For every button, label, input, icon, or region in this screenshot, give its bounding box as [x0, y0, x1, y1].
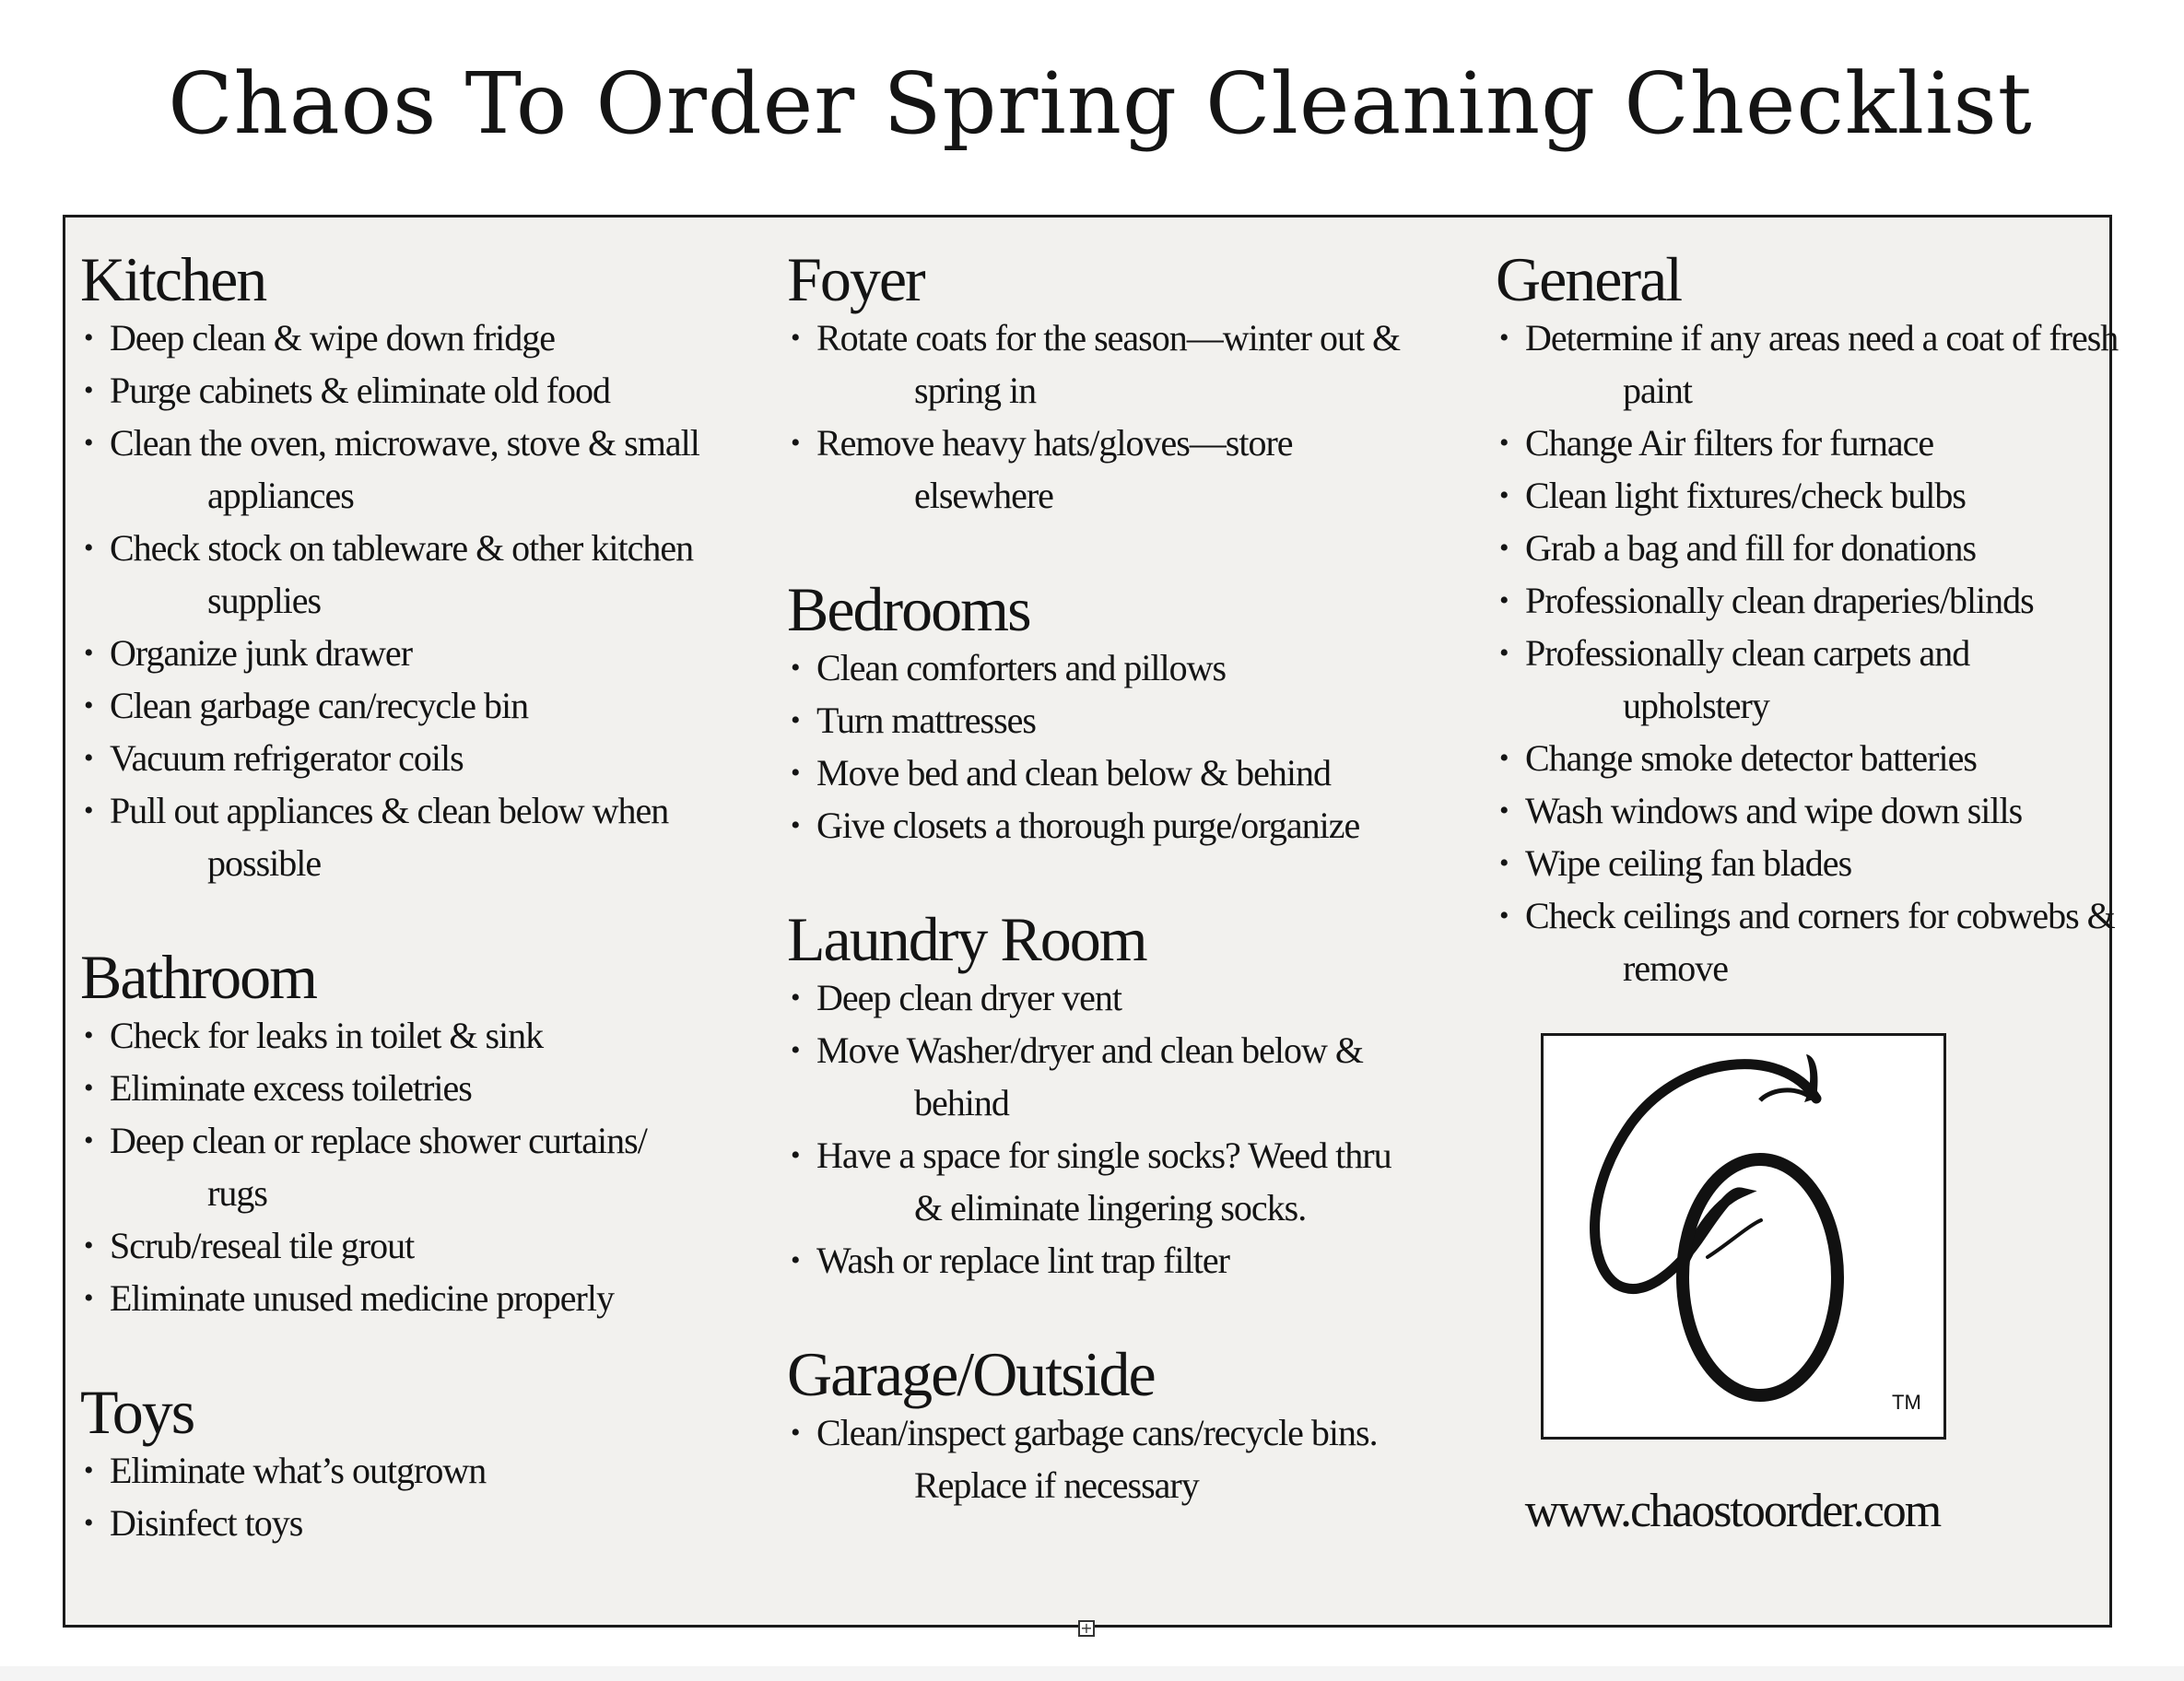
- checklist-item-text-continued: elsewhere: [914, 475, 1053, 516]
- website-url[interactable]: www.chaostoorder.com: [1524, 1485, 1941, 1537]
- bullet-icon: •: [1499, 638, 1509, 668]
- bullet-icon: •: [84, 1455, 93, 1486]
- checklist-item-text: Remove heavy hats/gloves—store: [816, 422, 1293, 464]
- checklist-item: [80, 627, 762, 679]
- bullet-icon: •: [1499, 585, 1509, 616]
- checklist-item-text: Deep clean & wipe down fridge: [110, 317, 556, 359]
- section-heading: Bedrooms: [787, 574, 1030, 644]
- checklist: [1496, 312, 2159, 994]
- section-heading: Foyer: [787, 244, 924, 314]
- checklist-item: [80, 679, 762, 732]
- checklist-item: [80, 1114, 762, 1219]
- checklist-item-text-continued: behind: [914, 1082, 1009, 1123]
- checklist-item: [787, 312, 1469, 417]
- checklist-item-text-continued: Replace if necessary: [914, 1464, 1199, 1506]
- bullet-icon: •: [84, 1020, 93, 1051]
- bullet-icon: •: [1499, 848, 1509, 878]
- bullet-icon: •: [791, 810, 800, 840]
- checklist-item-text: Eliminate what’s outgrown: [110, 1450, 487, 1491]
- checklist-item: [1496, 627, 2159, 732]
- checklist-item-text: Have a space for single socks? Weed thru: [816, 1134, 1391, 1176]
- checklist-item-text: Clean light fixtures/check bulbs: [1525, 475, 1966, 516]
- section-garage-outside: [787, 1339, 1469, 1511]
- bullet-icon: •: [791, 1140, 800, 1170]
- checklist-item: [1496, 522, 2159, 574]
- checklist-item: [80, 522, 762, 627]
- bullet-icon: •: [84, 1230, 93, 1261]
- checklist-item-text: Disinfect toys: [110, 1502, 303, 1544]
- checklist-item-text: Deep clean dryer vent: [816, 977, 1122, 1018]
- section-heading: Bathroom: [80, 942, 316, 1012]
- section-heading: Laundry Room: [787, 904, 1146, 974]
- checklist-item: [787, 1406, 1469, 1511]
- checklist-item-text-continued: appliances: [207, 475, 354, 516]
- checklist: [80, 1444, 762, 1549]
- checklist-item-text: Eliminate unused medicine properly: [110, 1277, 614, 1319]
- bullet-icon: •: [791, 1417, 800, 1448]
- bullet-icon: •: [84, 375, 93, 406]
- checklist-item: [1496, 417, 2159, 469]
- checklist-item-text: Grab a bag and fill for donations: [1525, 527, 1977, 569]
- checklist-item-text-continued: possible: [207, 842, 322, 884]
- bullet-icon: •: [791, 982, 800, 1013]
- checklist-item-text: Purge cabinets & eliminate old food: [110, 370, 611, 411]
- bullet-icon: •: [84, 1508, 93, 1538]
- section-foyer: [787, 244, 1469, 522]
- bullet-icon: •: [791, 1245, 800, 1275]
- checklist-item-text: Pull out appliances & clean below when: [110, 790, 669, 831]
- bullet-icon: •: [84, 638, 93, 668]
- section-general: [1496, 244, 2159, 994]
- section-heading: Kitchen: [80, 244, 266, 314]
- checklist-item-text-continued: & eliminate lingering socks.: [914, 1187, 1307, 1228]
- bullet-icon: •: [84, 795, 93, 826]
- checklist-item-text: Give closets a thorough purge/organize: [816, 805, 1360, 846]
- checklist-item-text: Change Air filters for furnace: [1525, 422, 1934, 464]
- checklist-item-text: Move Washer/dryer and clean below &: [816, 1029, 1364, 1071]
- checklist-item-text: Check ceilings and corners for cobwebs &: [1525, 895, 2115, 936]
- bullet-icon: •: [84, 1073, 93, 1103]
- bullet-icon: •: [84, 743, 93, 773]
- bullet-icon: •: [1499, 900, 1509, 931]
- checklist-item: [80, 1219, 762, 1272]
- checklist-item-text: Eliminate excess toiletries: [110, 1067, 472, 1109]
- section-kitchen: [80, 244, 762, 889]
- bullet-icon: •: [791, 705, 800, 735]
- checklist-item: [80, 312, 762, 364]
- column-middle: [787, 244, 1469, 1511]
- bullet-icon: •: [791, 323, 800, 353]
- checklist-item: [787, 417, 1469, 522]
- column-right: [1496, 244, 2159, 994]
- checklist-item-text: Rotate coats for the season—winter out &: [816, 317, 1401, 359]
- checklist-item: [1496, 837, 2159, 889]
- checklist-item: [787, 799, 1469, 852]
- checklist-item-text: Turn mattresses: [816, 699, 1036, 741]
- bullet-icon: •: [84, 1125, 93, 1156]
- checklist-item: [80, 1009, 762, 1062]
- checklist-item: [1496, 784, 2159, 837]
- checklist-item: [787, 746, 1469, 799]
- bullet-icon: •: [84, 1283, 93, 1313]
- section-heading: Toys: [80, 1377, 194, 1447]
- checklist-item-text: Wipe ceiling fan blades: [1525, 842, 1852, 884]
- bullet-icon: •: [791, 652, 800, 683]
- chaos-to-order-logo: [1541, 1033, 1946, 1440]
- checklist: [787, 1406, 1469, 1511]
- checklist-item-text-continued: upholstery: [1623, 685, 1769, 726]
- checklist-item-text: Clean the oven, microwave, stove & small: [110, 422, 699, 464]
- co-monogram-icon: [1544, 1036, 1943, 1437]
- checklist-item: [80, 1497, 762, 1549]
- checklist-item-text: Clean comforters and pillows: [816, 647, 1227, 688]
- bullet-icon: •: [1499, 323, 1509, 353]
- section-bathroom: [80, 942, 762, 1324]
- checklist-item: [1496, 732, 2159, 784]
- checklist-item: [80, 364, 762, 417]
- bullet-icon: •: [1499, 480, 1509, 511]
- bullet-icon: •: [1499, 795, 1509, 826]
- section-heading: Garage/Outside: [787, 1339, 1155, 1409]
- checklist-item: [787, 1129, 1469, 1234]
- section-heading: General: [1496, 244, 1682, 314]
- checklist-item-text: Vacuum refrigerator coils: [110, 737, 464, 779]
- checklist-item-text: Organize junk drawer: [110, 632, 413, 674]
- bullet-icon: •: [84, 428, 93, 458]
- bullet-icon: •: [1499, 533, 1509, 563]
- checklist-item: [787, 694, 1469, 746]
- checklist: [787, 641, 1469, 852]
- checklist-item-text-continued: paint: [1623, 370, 1692, 411]
- checklist-item: [1496, 889, 2159, 994]
- bottom-scroll-strip: [0, 1666, 2184, 1681]
- page-title: Chaos To Order Spring Cleaning Checklist: [168, 54, 2033, 153]
- checklist-item-text-continued: rugs: [207, 1172, 267, 1214]
- section-toys: [80, 1377, 762, 1549]
- checklist-item-text: Check for leaks in toilet & sink: [110, 1015, 544, 1056]
- checklist-item-text: Move bed and clean below & behind: [816, 752, 1331, 793]
- checklist-item-text: Clean/inspect garbage cans/recycle bins.: [816, 1412, 1378, 1453]
- bullet-icon: •: [791, 428, 800, 458]
- checklist-item: [1496, 312, 2159, 417]
- checklist-item: [80, 1062, 762, 1114]
- checklist-item: [1496, 469, 2159, 522]
- checklist: [80, 312, 762, 889]
- checklist-item-text: Change smoke detector batteries: [1525, 737, 1977, 779]
- checklist-item: [80, 417, 762, 522]
- checklist-item-text: Check stock on tableware & other kitchen: [110, 527, 694, 569]
- bullet-icon: •: [1499, 743, 1509, 773]
- checklist-item-text: Clean garbage can/recycle bin: [110, 685, 529, 726]
- checklist-item-text: Wash windows and wipe down sills: [1525, 790, 2023, 831]
- checklist-item-text: Professionally clean draperies/blinds: [1525, 580, 2034, 621]
- svg-text:TM: TM: [1892, 1391, 1921, 1414]
- bullet-icon: •: [1499, 428, 1509, 458]
- checklist-item-text: Determine if any areas need a coat of fresh: [1525, 317, 2119, 359]
- bullet-icon: •: [84, 533, 93, 563]
- checklist-item: [787, 1234, 1469, 1287]
- checklist-item: [787, 971, 1469, 1024]
- checklist-item: [80, 1444, 762, 1497]
- bullet-icon: •: [791, 758, 800, 788]
- checklist: [80, 1009, 762, 1324]
- table-anchor-icon[interactable]: +: [1078, 1620, 1095, 1637]
- checklist-item: [1496, 574, 2159, 627]
- section-bedrooms: [787, 574, 1469, 852]
- checklist-item-text-continued: remove: [1623, 947, 1728, 989]
- bullet-icon: •: [84, 690, 93, 721]
- checklist-item-text: Scrub/reseal tile grout: [110, 1225, 415, 1266]
- checklist-item: [787, 641, 1469, 694]
- checklist-item-text-continued: supplies: [207, 580, 322, 621]
- section-laundry-room: [787, 904, 1469, 1287]
- checklist-item-text-continued: spring in: [914, 370, 1037, 411]
- column-left: [80, 244, 762, 1549]
- checklist-item: [787, 1024, 1469, 1129]
- checklist-item-text: Wash or replace lint trap filter: [816, 1240, 1229, 1281]
- checklist-item: [80, 1272, 762, 1324]
- checklist-item-text: Professionally clean carpets and: [1525, 632, 1970, 674]
- checklist-item: [80, 784, 762, 889]
- checklist-item-text: Deep clean or replace shower curtains/: [110, 1120, 647, 1161]
- checklist: [787, 971, 1469, 1287]
- checklist: [787, 312, 1469, 522]
- checklist-item: [80, 732, 762, 784]
- bullet-icon: •: [791, 1035, 800, 1065]
- bullet-icon: •: [84, 323, 93, 353]
